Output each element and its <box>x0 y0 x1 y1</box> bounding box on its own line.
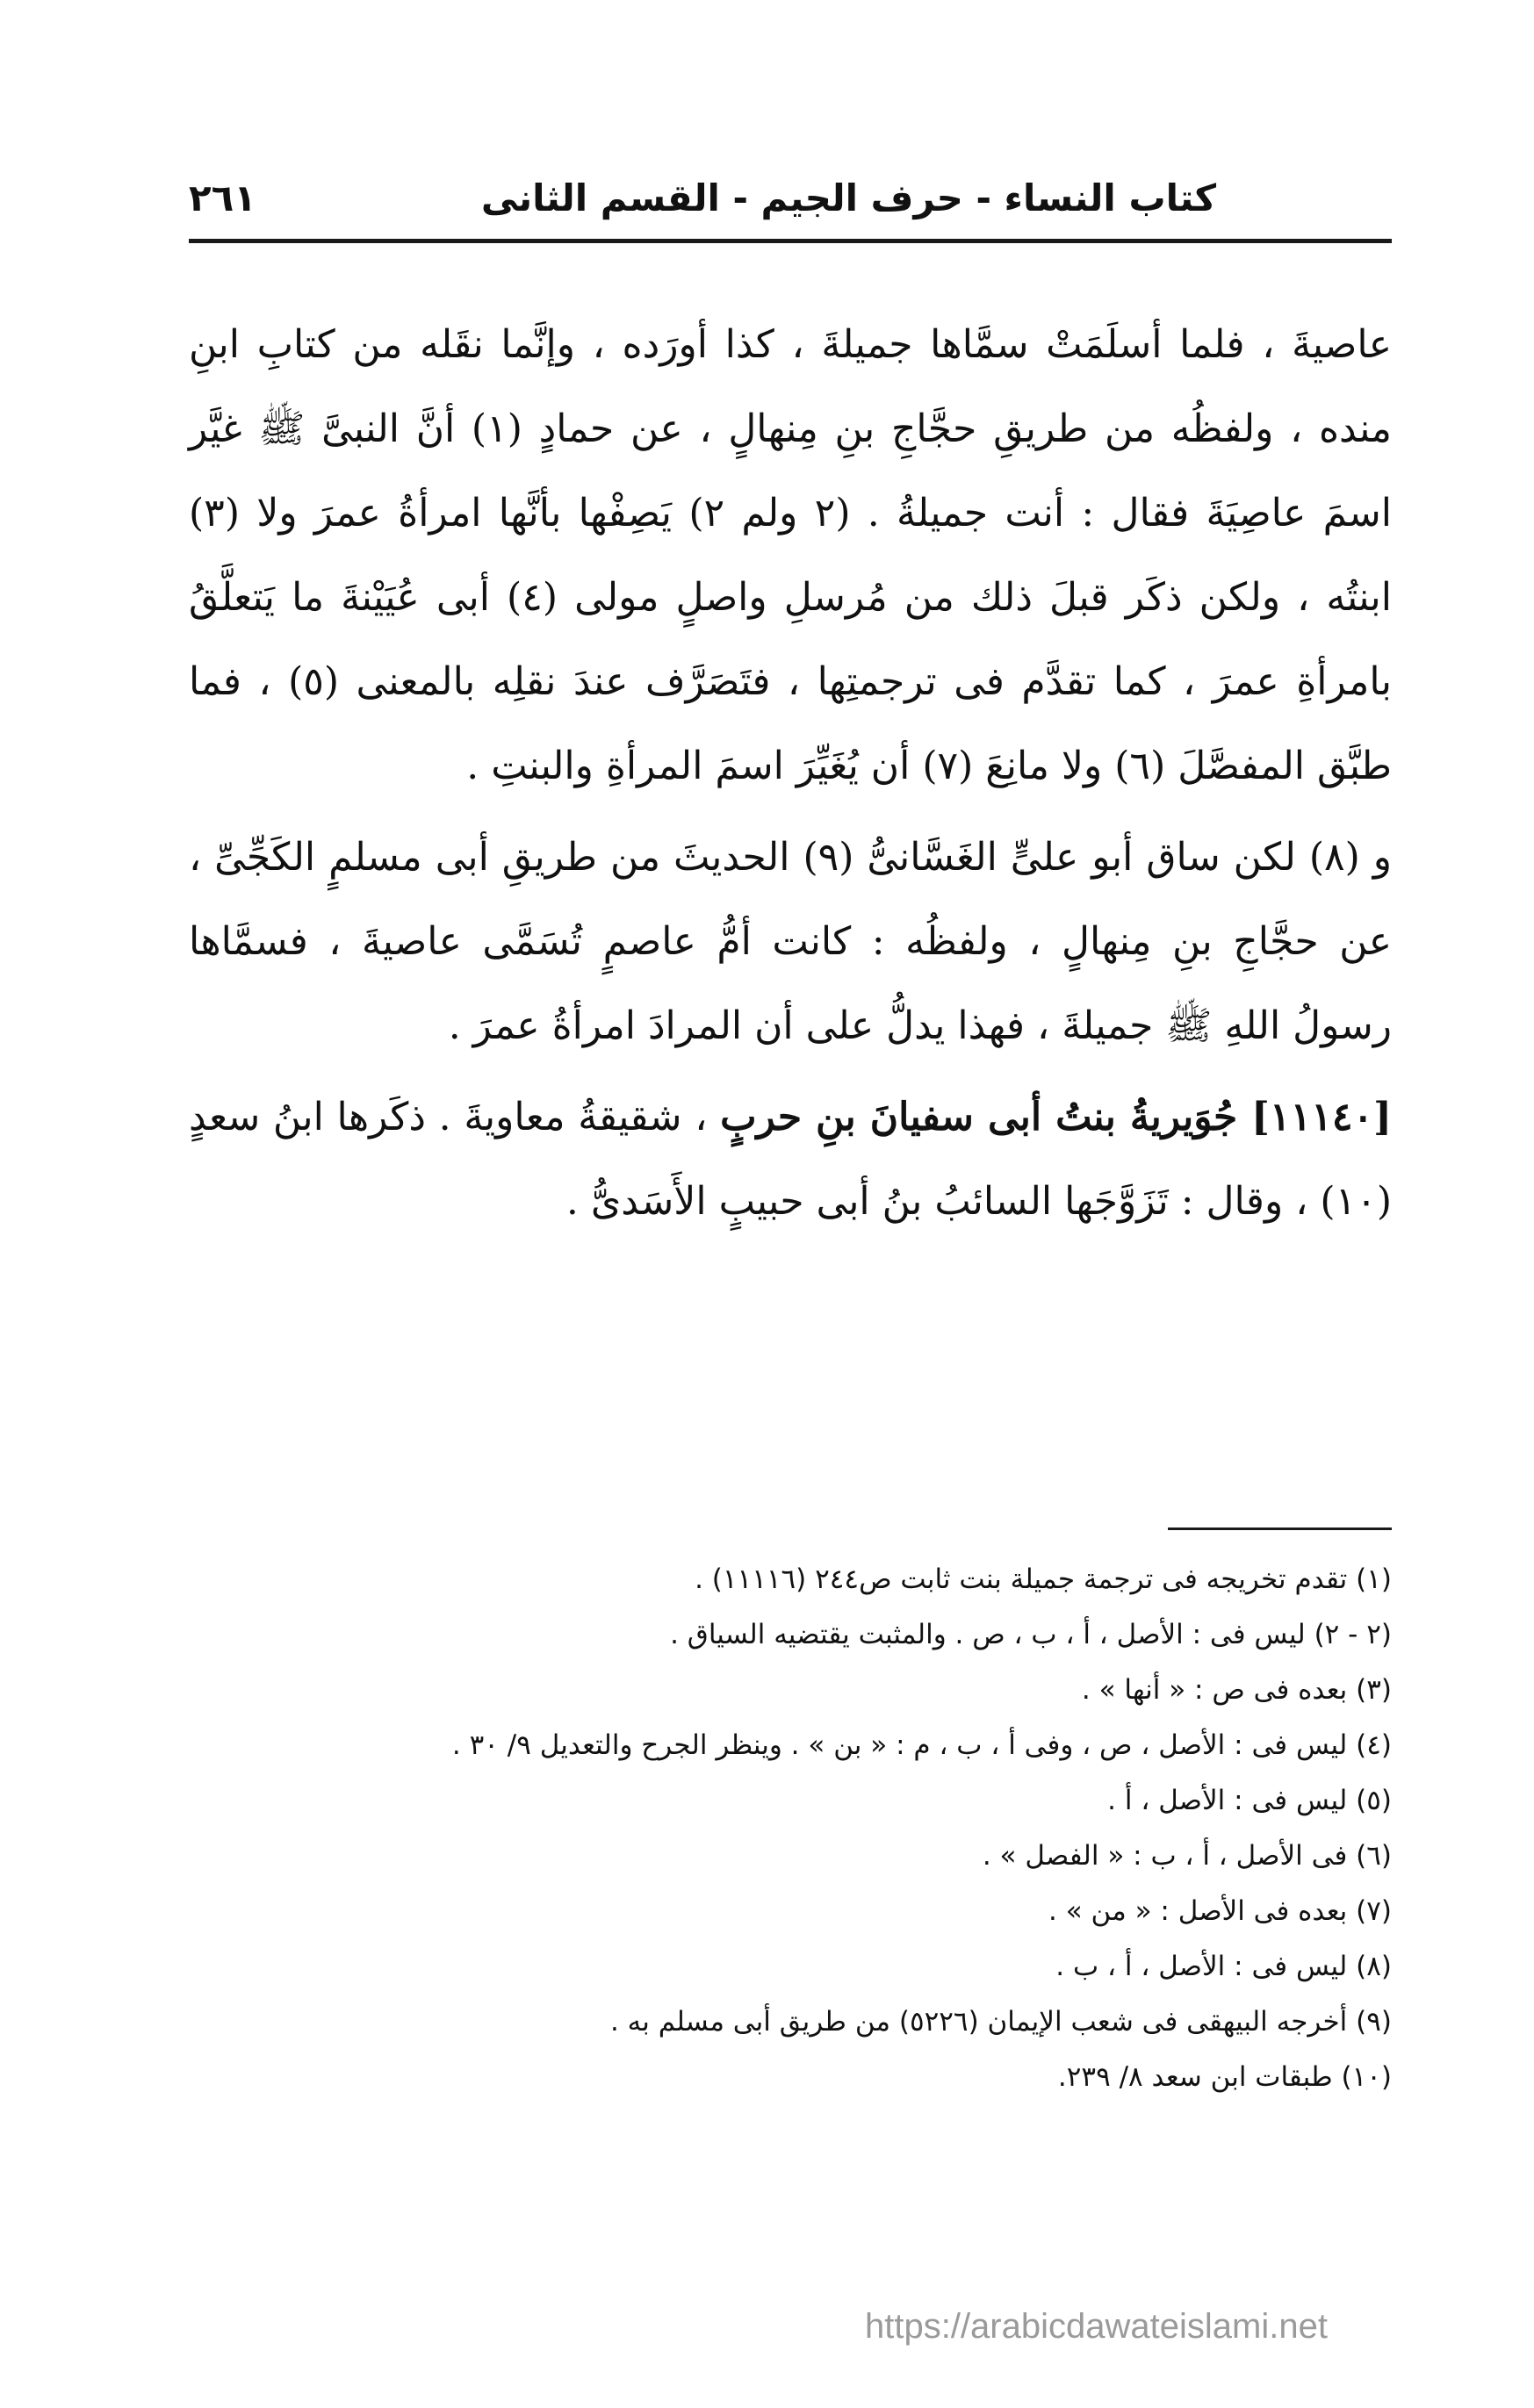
footnote-8: (٨) ليس فى : الأصل ، أ ، ب . <box>1055 1951 1392 1982</box>
footnote-9: (٩) أخرجه البيهقى فى شعب الإيمان (٥٢٢٦) من طريق أبى مسلم به . <box>609 2006 1392 2038</box>
footnote-2: (٢ - ٢) ليس فى : الأصل ، أ ، ب ، ص . والمثبت يقتضيه السياق . <box>670 1619 1392 1650</box>
footnote-10: (١٠) طبقات ابن سعد ٨/ ٢٣٩. <box>1057 2061 1392 2093</box>
footnote-4: (٤) ليس فى : الأصل ، ص ، وفى أ ، ب ، م : « بن » . وينظر الجرح والتعديل ٩/ ٣٠ . <box>451 1729 1392 1761</box>
entry-11140 <box>189 1075 1392 1244</box>
header-rule <box>189 239 1392 243</box>
paragraph-2: و (٨) لكن ساق أبو علىٍّ الغَسَّانىُّ (٩) الحديثَ من طريقِ أبى مسلمٍ الكَجِّىِّ ، عن حجَّاجِ بنِ مِنهالٍ ، ولفظُه : كانت أمُّ عاصمٍ تُسَمَّى عاصيةَ ، فسمَّاها رسولُ اللهِ ﷺ جميلةَ ، فهذا يدلُّ على أن المرادَ امرأةُ عمرَ . <box>189 835 1392 1048</box>
footnote-3: (٣) بعده فى ص : « أنها » . <box>1081 1674 1392 1706</box>
footnote-1: (١) تقدم تخريجه فى ترجمة جميلة بنت ثابت ص٢٤٤ (١١١١٦) . <box>695 1563 1392 1595</box>
paragraph-1: عاصيةَ ، فلما أسلَمَتْ سمَّاها جميلةَ ، كذا أورَده ، وإنَّما نقَله من كتابِ ابنِ منده ، ولفظُه من طريقِ حجَّاجِ بنِ مِنهالٍ ، عن حمادٍ (١) أنَّ النبىَّ ﷺ غيَّر اسمَ عاصِيَةَ فقال : أنت جميلةُ . (٢ ولم ٢) يَصِفْها بأنَّها امرأةُ عمرَ ولا (٣) ابنتُه ، ولكن ذكَر قبلَ ذلك من مُرسلِ واصلٍ مولى (٤) أبى عُيَيْنةَ ما يَتعلَّقُ بامرأةِ عمرَ ، كما تقدَّم فى ترجمتِها ، فتَصَرَّف عندَ نقلِه بالمعنى (٥) ، فما طبَّق المفصَّلَ (٦) ولا مانِعَ (٧) أن يُغَيِّرَ اسمَ المرأةِ والبنتِ . <box>189 322 1393 788</box>
source-watermark: https://arabicdawateislami.net <box>865 2307 1328 2346</box>
page-number: ٢٦١ <box>189 176 256 219</box>
page-header <box>189 171 1392 224</box>
footnote-6: (٦) فى الأصل ، أ ، ب : « الفصل » . <box>982 1840 1392 1872</box>
footnote-7: (٧) بعده فى الأصل : « من » . <box>1048 1895 1392 1927</box>
running-title: كتاب النساء - حرف الجيم - القسم الثانى <box>480 176 1216 219</box>
entry-text: ، شقيقةُ معاويةَ . ذكَرها ابنُ سعدٍ (١٠) ، وقال : تَزَوَّجَها السائبُ بنُ أبى حبيبٍ الأَسَدىُّ . <box>189 1095 1392 1224</box>
entry-heading: [١١١٤٠] جُوَيريةُ بنتُ أبى سفيانَ بنِ حربٍ <box>720 1095 1392 1139</box>
main-text <box>189 303 1392 1244</box>
footnote-5: (٥) ليس فى : الأصل ، أ . <box>1107 1785 1392 1816</box>
footnote-rule <box>1168 1527 1392 1530</box>
footnotes <box>189 1552 1392 2105</box>
